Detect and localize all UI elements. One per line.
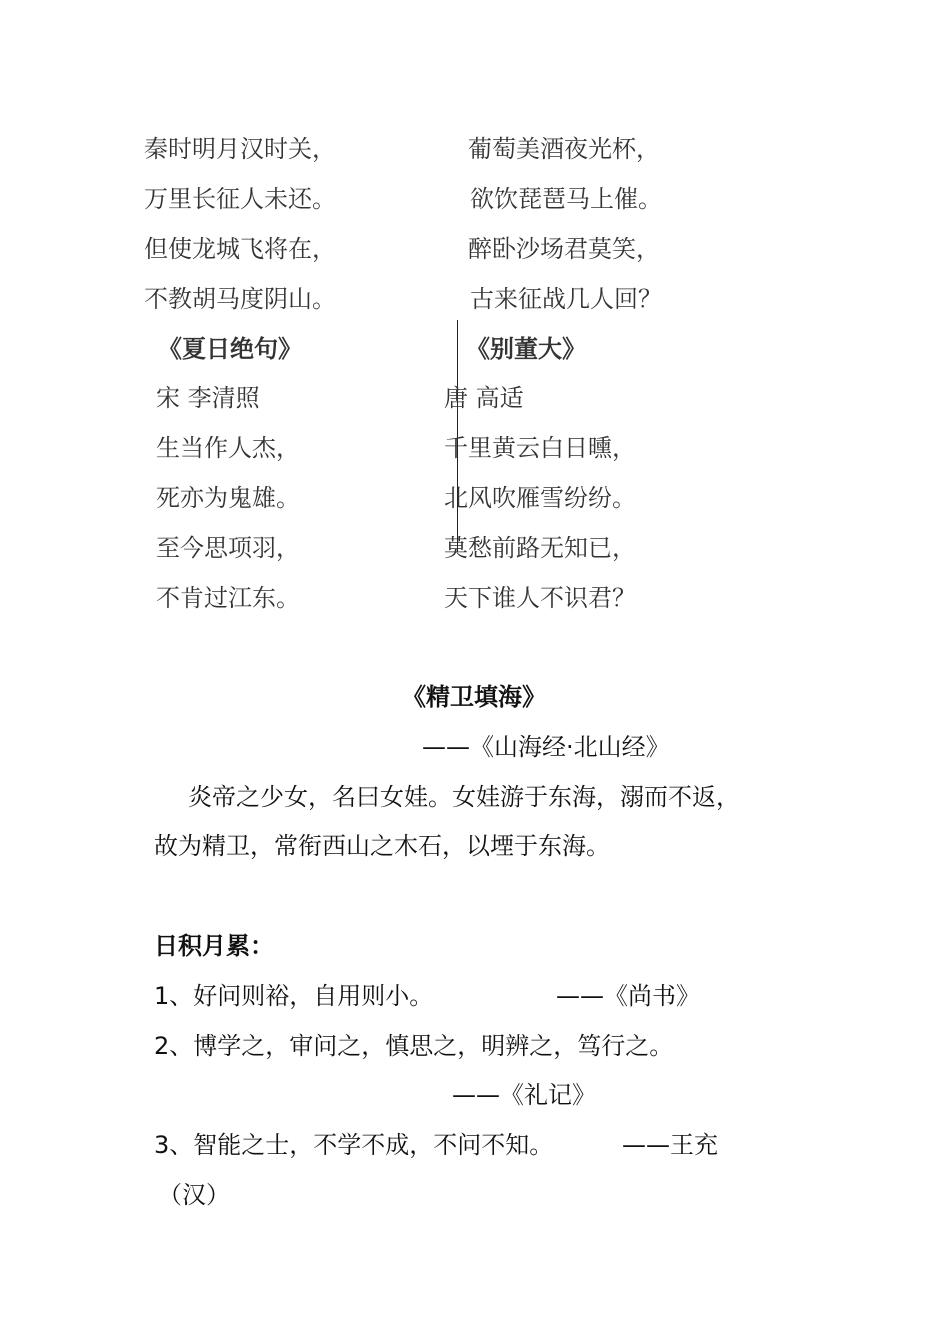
riji-item-3-dynasty: （汉） bbox=[158, 1181, 230, 1209]
xiari-title: 《夏日绝句》 bbox=[158, 335, 302, 363]
poem-left-line-1: 秦时明月汉时关， bbox=[144, 135, 336, 163]
jingwei-title: 《精卫填海》 bbox=[402, 683, 546, 711]
poem-left-line-2: 万里长征人未还。 bbox=[144, 185, 336, 213]
jingwei-text-line-2: 故为精卫，常衔西山之木石，以堙于东海。 bbox=[154, 832, 610, 860]
xiari-author: 宋 李清照 bbox=[156, 384, 260, 412]
jingwei-text-line-1: 炎帝之少女，名曰女娃。女娃游于东海，溺而不返， bbox=[188, 783, 740, 811]
riji-heading: 日积月累： bbox=[154, 932, 274, 960]
riji-item-1-source: ——《尚书》 bbox=[556, 982, 700, 1010]
poem-right-line-4: 古来征战几人回？ bbox=[470, 285, 662, 313]
riji-item-2: 2、博学之，审问之，慎思之，明辨之，笃行之。 bbox=[154, 1032, 674, 1060]
biedongda-line-3: 莫愁前路无知已， bbox=[444, 534, 636, 562]
xiari-line-2: 死亦为鬼雄。 bbox=[156, 484, 300, 512]
riji-item-2-source: ——《礼记》 bbox=[452, 1081, 596, 1109]
poem-right-line-2: 欲饮琵琶马上催。 bbox=[470, 185, 662, 213]
xiari-line-3: 至今思项羽， bbox=[156, 534, 300, 562]
xiari-line-1: 生当作人杰， bbox=[156, 434, 300, 462]
xiari-line-4: 不肯过江东。 bbox=[156, 584, 300, 612]
biedongda-line-4: 天下谁人不识君？ bbox=[444, 584, 636, 612]
riji-item-3: 3、智能之士，不学不成，不问不知。 bbox=[154, 1131, 554, 1159]
poem-right-line-1: 葡萄美酒夜光杯， bbox=[468, 135, 660, 163]
jingwei-source: ——《山海经·北山经》 bbox=[422, 733, 670, 761]
riji-item-1: 1、好问则裕，自用则小。 bbox=[154, 982, 434, 1010]
biedongda-line-1: 千里黄云白日曛， bbox=[444, 434, 636, 462]
biedongda-line-2: 北风吹雁雪纷纷。 bbox=[444, 484, 636, 512]
biedongda-author: 唐 高适 bbox=[444, 384, 524, 412]
poem-left-line-4: 不教胡马度阴山。 bbox=[144, 285, 336, 313]
poem-left-line-3: 但使龙城飞将在， bbox=[144, 235, 336, 263]
poem-right-line-3: 醉卧沙场君莫笑， bbox=[468, 235, 660, 263]
biedongda-title: 《别董大》 bbox=[466, 335, 586, 363]
riji-item-3-source: ——王充 bbox=[622, 1131, 718, 1159]
